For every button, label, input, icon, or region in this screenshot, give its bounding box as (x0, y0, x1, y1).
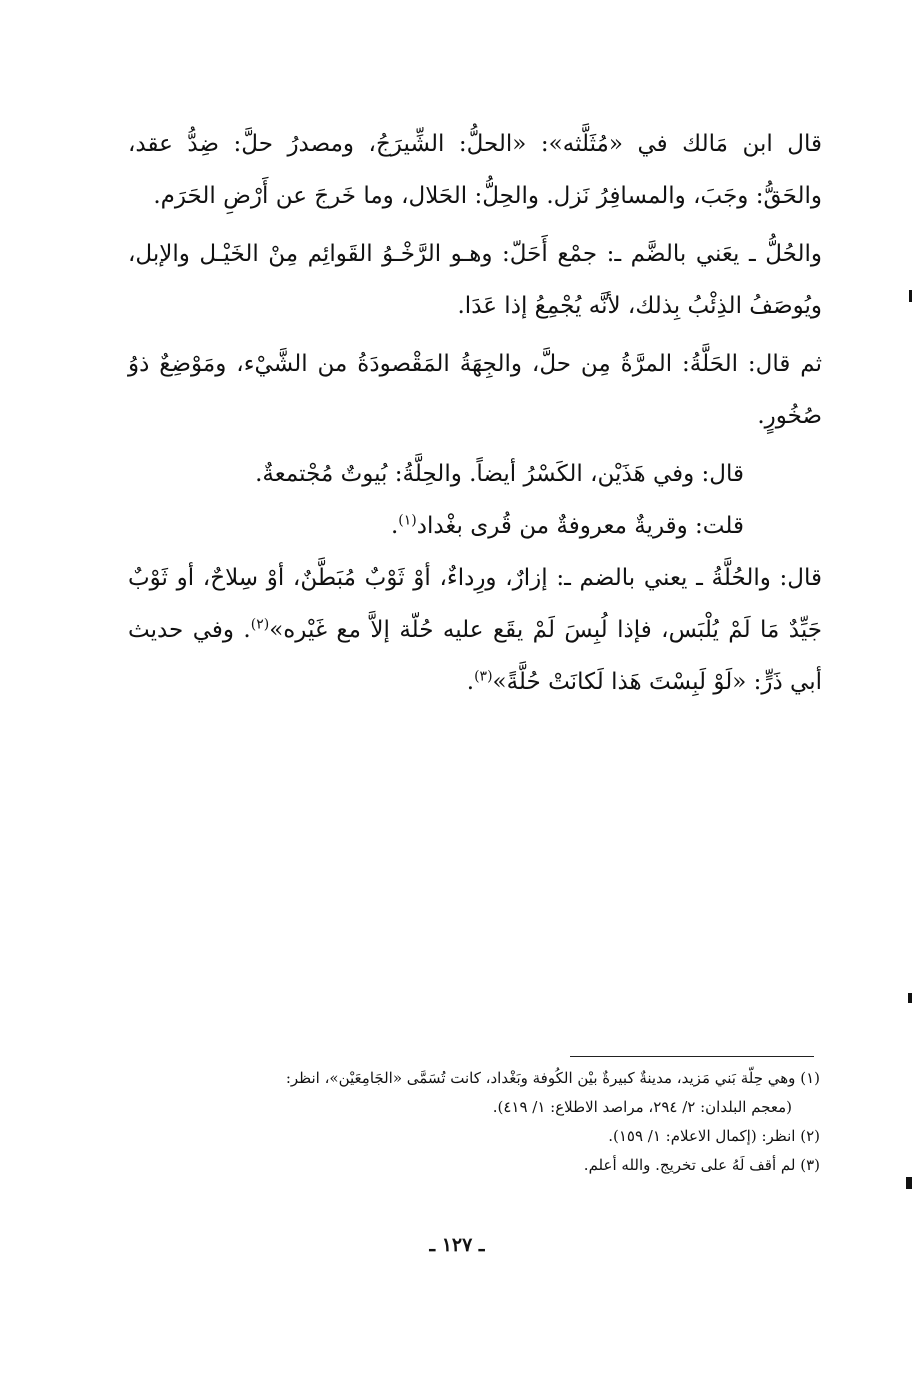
footnote-3-text: لم أقف لَهُ على تخريج. والله أعلم. (583, 1156, 796, 1174)
scan-edge-mark-1 (909, 290, 912, 302)
footnote-ref-2: (٢) (250, 616, 270, 633)
paragraph-4-part-2: . وفي حديث أبي ذَرٍّ: «لَوْ لَبِسْتَ هَذا لَكانَتْ حُلَّةً» (128, 617, 822, 695)
footnote-ref-1: (١) (398, 512, 417, 529)
footnote-1-number: (١) (800, 1069, 820, 1087)
paragraph-4-end: . (466, 669, 475, 695)
paragraph-1: قال ابن مَالك في «مُثَلَّثه»: «الحلُّ: الشِّيرَجُ، ومصدرُ حلَّ: ضِدُّ عقد، والحَقُّ: وجَبَ، والمسافِرُ نَزل. والحِلُّ: الحَلال، وما خَرجَ عن أَرْضِ الحَرَم. (128, 131, 822, 209)
paragraph-4 (128, 552, 822, 708)
footnote-separator (570, 1056, 814, 1057)
indented-line-1: قال: وفي هَذَيْن، الكَسْرُ أيضاً. والحِلَّةُ: بُيوتٌ مُجْتمعةٌ. (255, 461, 744, 487)
footnotes (128, 1064, 820, 1180)
paragraph-2: والحُلُّ ـ يعَني بالضَّم ـ: جمْع أَحَلّ: وهـو الرَّخْـوُ القَوائِم مِنْ الخَيْـل والإبل، ويُوصَفُ الذِئْبُ بِذلك، لأنَّه يُجْمِعُ إذا عَدَا. (128, 241, 822, 319)
paragraph-3: ثم قال: الحَلَّةُ: المرَّةُ مِن حلَّ، والجِهَةُ المَقْصودَةُ من الشَّيْء، ومَوْضِعٌ ذوُ صُخُورٍ. (128, 351, 822, 429)
indented-line-2-text: قلت: وقريةٌ معروفةٌ من قُرى بغْداد (416, 513, 744, 539)
indented-line-2 (128, 500, 822, 552)
footnote-ref-3: (٣) (474, 668, 493, 685)
footnote-2 (128, 1122, 820, 1151)
main-text (128, 118, 822, 714)
scan-edge-mark-3 (906, 1177, 912, 1189)
footnote-1 (128, 1064, 820, 1093)
footnote-3 (128, 1151, 820, 1180)
period-mark: . (390, 513, 399, 539)
footnote-1-continuation: (معجم البلدان: ٢/ ٢٩٤، مراصد الاطلاع: ١/ ٤١٩). (492, 1098, 792, 1116)
footnote-1-text: وهي حِلّة بَني مَزيد، مدينةٌ كبيرةٌ بيْن الكُوفة وبَغْداد، كانت تُسَمَّى «الجَامِعَيْن»، انظر: (285, 1069, 796, 1087)
footnote-3-number: (٣) (800, 1156, 820, 1174)
page-number: ـ ١٢٧ ـ (429, 1234, 485, 1256)
footnote-2-number: (٢) (800, 1127, 820, 1145)
paragraph-4-part-1: قال: والحُلَّةُ ـ يعني بالضم ـ: إزارٌ، ورِداءٌ، أوْ ثَوْبٌ مُبَطَّنٌ، أوْ سِلاحٌ، أو ثَوْبٌ جَيِّدٌ مَا لَمْ يُلْبَس، فإذا لُبِسَ لَمْ يقَع عليه حُلّة إلاَّ مع غَيْره» (128, 565, 822, 643)
footnote-2-text: انظر: (إكمال الاعلام: ١/ ١٥٩). (608, 1127, 796, 1145)
scan-edge-mark-2 (908, 993, 912, 1003)
